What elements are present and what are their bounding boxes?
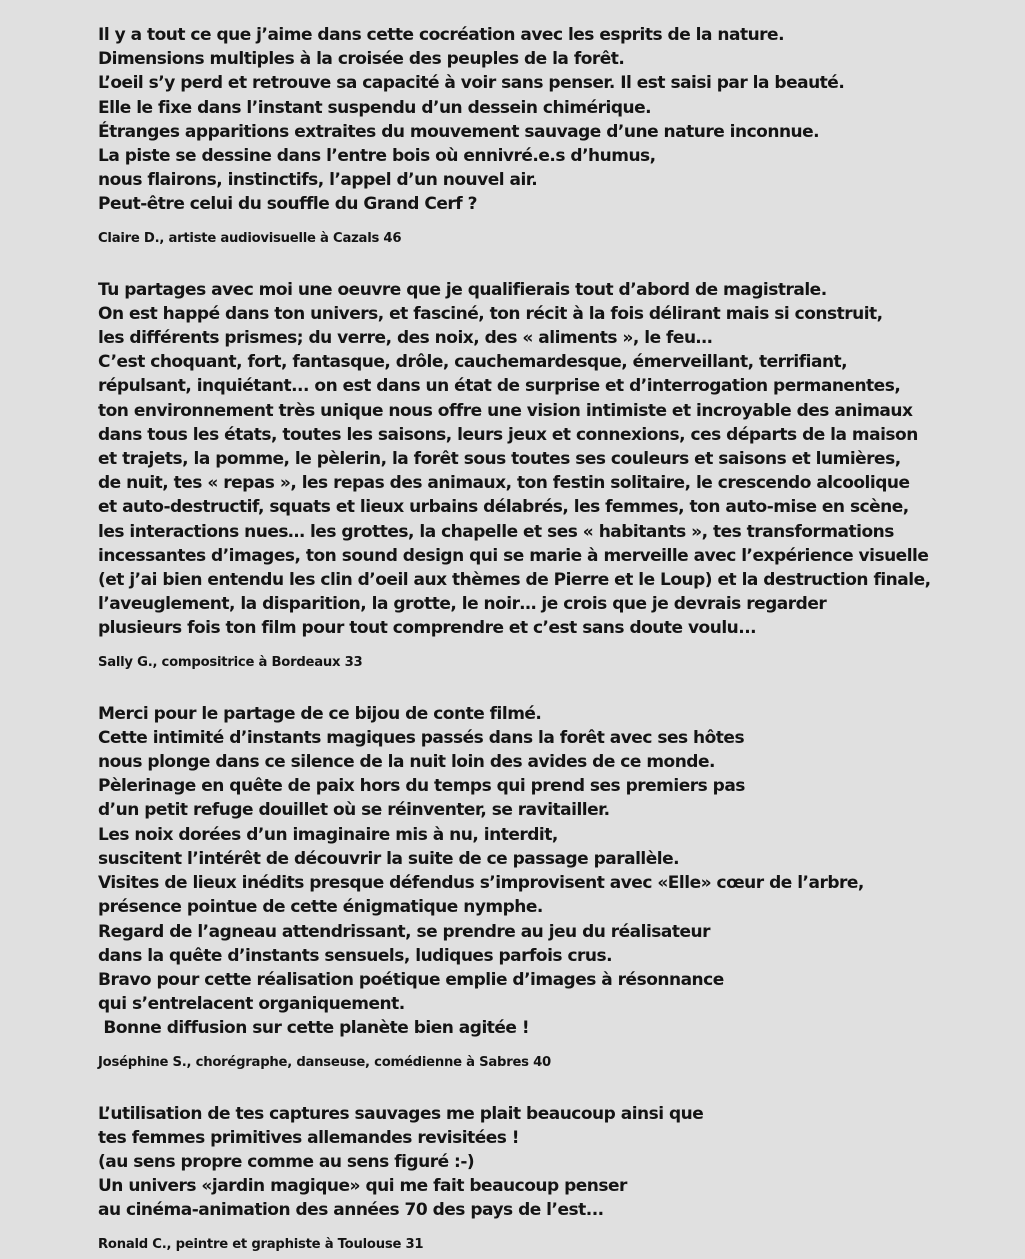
quote-line: L’oeil s’y perd et retrouve sa capacité à voir sans penser. Il est saisi par la beauté. xyxy=(98,73,845,94)
testimonial-quote xyxy=(98,702,998,1041)
quote-line: d’un petit refuge douillet où se réinventer, se ravitailler. xyxy=(98,800,610,821)
quote-line: qui s’entrelacent organiquement. xyxy=(98,994,405,1015)
quote-line: Visites de lieux inédits presque défendus s’improvisent avec «Elle» cœur de l’arbre, xyxy=(98,873,864,894)
testimonial-quote xyxy=(98,23,998,217)
quote-line: tes femmes primitives allemandes revisitées ! xyxy=(98,1127,520,1148)
quote-line: Tu partages avec moi une oeuvre que je qualifierais tout d’abord de magistrale. xyxy=(98,279,827,300)
quote-line: Peut-être celui du souffle du Grand Cerf ? xyxy=(98,194,477,215)
quote-line: Elle le fixe dans l’instant suspendu d’un dessein chimérique. xyxy=(98,97,652,118)
quote-line: de nuit, tes « repas », les repas des animaux, ton festin solitaire, le crescendo alcoolique xyxy=(98,473,910,494)
quote-line: Merci pour le partage de ce bijou de conte filmé. xyxy=(98,703,542,724)
quote-line: Il y a tout ce que j’aime dans cette cocréation avec les esprits de la nature. xyxy=(98,25,785,45)
quote-line: ton environnement très unique nous offre une vision intimiste et incroyable des animaux xyxy=(98,400,913,421)
quote-line: Pèlerinage en quête de paix hors du temps qui prend ses premiers pas xyxy=(98,776,745,797)
testimonial-author: Ronald C., peintre et graphiste à Toulouse 31 xyxy=(98,1236,424,1252)
quote-line: les interactions nues… les grottes, la chapelle et ses « habitants », tes transformations xyxy=(98,521,894,542)
quote-line: dans la quête d’instants sensuels, ludiques parfois crus. xyxy=(98,945,613,966)
testimonials-page xyxy=(98,23,998,1254)
quote-line: La piste se dessine dans l’entre bois où ennivré.e.s d’humus, xyxy=(98,146,656,167)
quote-line: Bravo pour cette réalisation poétique emplie d’images à résonnance xyxy=(98,969,724,990)
quote-line: (et j’ai bien entendu les clin d’oeil aux thèmes de Pierre et le Loup) et la destruction finale, xyxy=(98,570,931,591)
quote-line: et auto-destructif, squats et lieux urbains délabrés, les femmes, ton auto-mise en scène, xyxy=(98,497,909,518)
quote-line: Dimensions multiples à la croisée des peuples de la forêt. xyxy=(98,49,625,70)
quote-line: nous flairons, instinctifs, l’appel d’un nouvel air. xyxy=(98,170,538,191)
quote-line: Regard de l’agneau attendrissant, se prendre au jeu du réalisateur xyxy=(98,921,711,942)
quote-line: On est happé dans ton univers, et fasciné, ton récit à la fois délirant mais si construit, xyxy=(98,303,883,324)
quote-line: incessantes d’images, ton sound design qui se marie à merveille avec l’expérience visuelle xyxy=(98,545,929,566)
testimonial-quote xyxy=(98,278,998,641)
quote-line: et trajets, la pomme, le pèlerin, la forêt sous toutes ses couleurs et saisons et lumières, xyxy=(98,449,901,470)
testimonial-author: Claire D., artiste audiovisuelle à Cazals 46 xyxy=(98,230,402,246)
quote-line: au cinéma-animation des années 70 des pays de l’est... xyxy=(98,1200,604,1221)
testimonial-author: Sally G., compositrice à Bordeaux 33 xyxy=(98,654,363,670)
quote-line: dans tous les états, toutes les saisons, leurs jeux et connexions, ces départs de la maison xyxy=(98,424,918,445)
quote-line: Un univers «jardin magique» qui me fait beaucoup penser xyxy=(98,1176,627,1197)
quote-line: C’est choquant, fort, fantasque, drôle, cauchemardesque, émerveillant, terrifiant, xyxy=(98,352,848,373)
quote-line: nous plonge dans ce silence de la nuit loin des avides de ce monde. xyxy=(98,752,715,773)
quote-line: Étranges apparitions extraites du mouvement sauvage d’une nature inconnue. xyxy=(98,121,820,142)
quote-line: Cette intimité d’instants magiques passés dans la forêt avec ses hôtes xyxy=(98,727,745,748)
quote-line: les différents prismes; du verre, des noix, des « aliments », le feu… xyxy=(98,328,713,349)
testimonial-josephine xyxy=(98,702,998,1072)
quote-line: Les noix dorées d’un imaginaire mis à nu, interdit, xyxy=(98,824,558,845)
testimonial-author: Joséphine S., chorégraphe, danseuse, comédienne à Sabres 40 xyxy=(98,1054,551,1070)
quote-line: Bonne diffusion sur cette planète bien agitée ! xyxy=(98,1018,530,1039)
quote-line: (au sens propre comme au sens figuré :-) xyxy=(98,1151,475,1172)
quote-line: répulsant, inquiétant... on est dans un état de surprise et d’interrogation permanentes, xyxy=(98,376,901,397)
testimonial-quote xyxy=(98,1102,998,1223)
testimonial-sally xyxy=(98,278,998,672)
testimonial-claire xyxy=(98,23,998,248)
testimonial-ronald xyxy=(98,1102,998,1254)
quote-line: L’utilisation de tes captures sauvages me plait beaucoup ainsi que xyxy=(98,1103,704,1124)
quote-line: plusieurs fois ton film pour tout comprendre et c’est sans doute voulu... xyxy=(98,618,757,639)
quote-line: suscitent l’intérêt de découvrir la suite de ce passage parallèle. xyxy=(98,848,680,869)
quote-line: présence pointue de cette énigmatique nymphe. xyxy=(98,897,543,918)
quote-line: l’aveuglement, la disparition, la grotte, le noir… je crois que je devrais regarder xyxy=(98,594,827,615)
